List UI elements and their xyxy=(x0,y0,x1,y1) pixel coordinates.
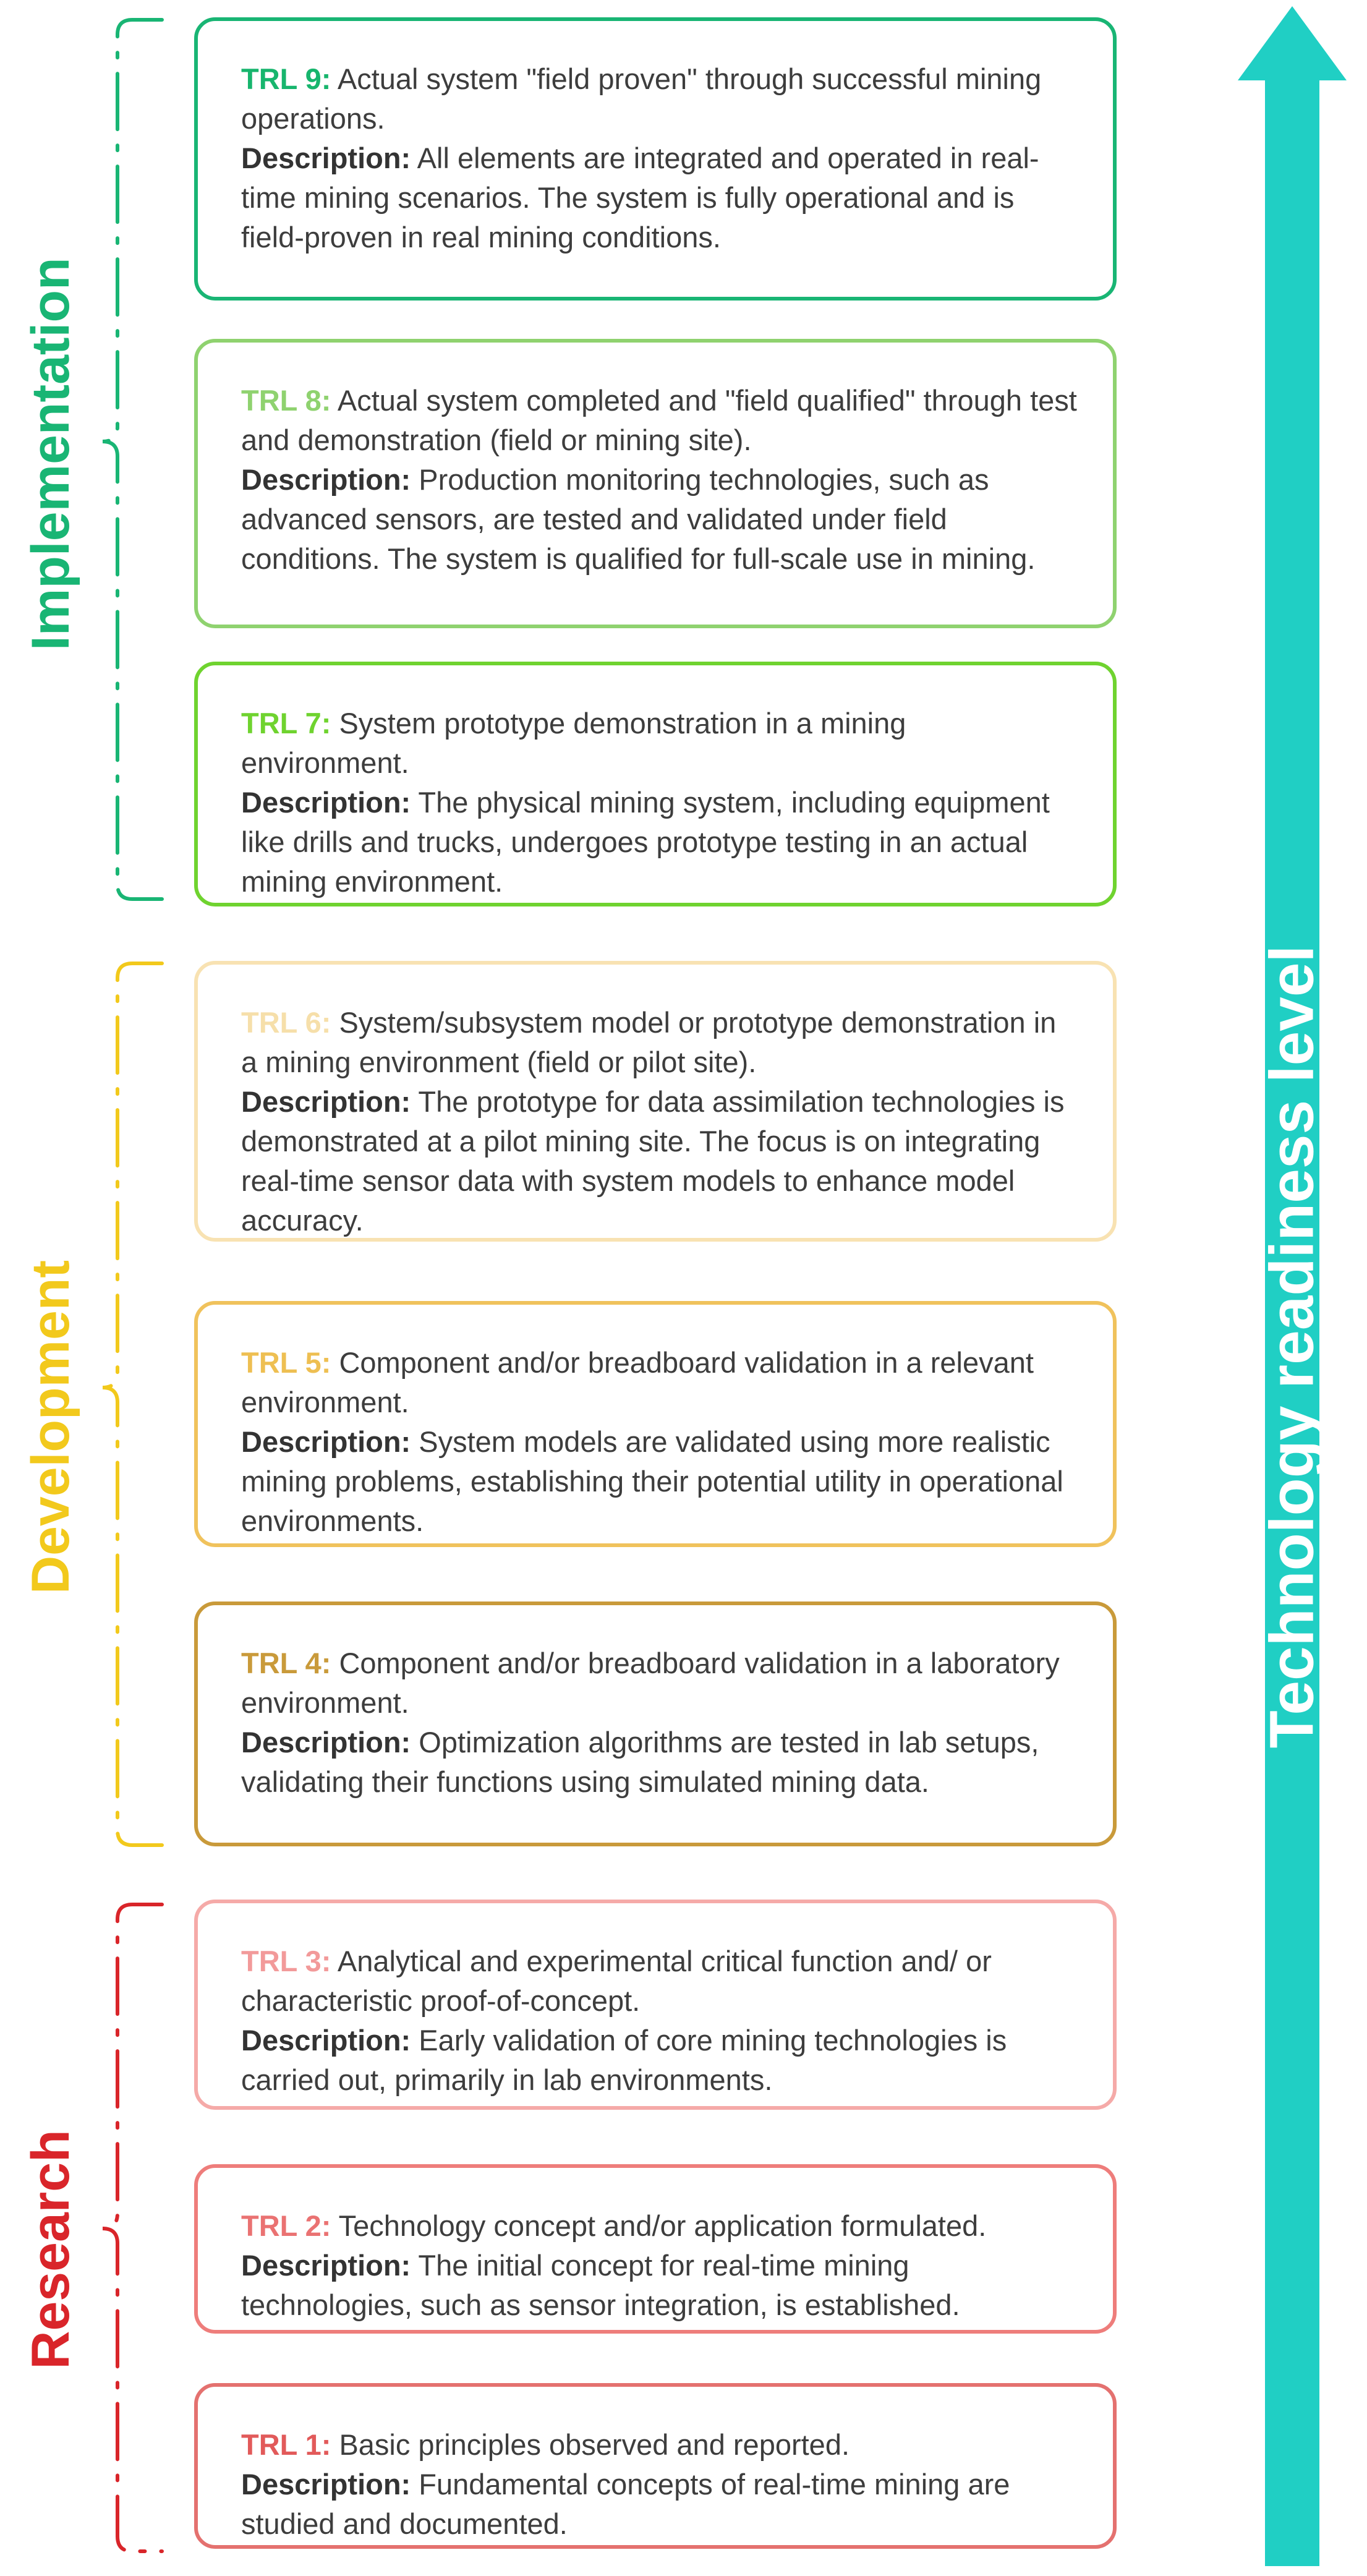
trl6-description-line xyxy=(241,1082,1078,1240)
trl5-heading: Component and/or breadboard validation in a relevant environment. xyxy=(241,1346,1034,1418)
trl4-title: TRL 4: xyxy=(241,1647,331,1679)
trl8-title: TRL 8: xyxy=(241,384,331,417)
phase-label-implementation: Implementation xyxy=(21,257,80,650)
trl3-description-label: Description: xyxy=(241,2024,411,2057)
trl1-box xyxy=(194,2383,1117,2549)
trl5-heading-line xyxy=(241,1343,1078,1422)
trl6-heading-line xyxy=(241,1003,1078,1082)
trl7-description-line xyxy=(241,783,1078,902)
trl8-box xyxy=(194,339,1117,628)
trl8-heading-line xyxy=(241,381,1078,460)
trl4-description: Optimization algorithms are tested in lab setups, validating their functions using simulated mining data. xyxy=(241,1726,1039,1798)
phase-label-research: Research xyxy=(21,2130,80,2369)
trl3-heading: Analytical and experimental critical function and/ or characteristic proof-of-concept. xyxy=(241,1945,992,2017)
trl6-description-label: Description: xyxy=(241,1085,411,1118)
trl9-title: TRL 9: xyxy=(241,62,331,95)
trl9-heading: Actual system "field proven" through successful mining operations. xyxy=(241,62,1042,135)
trl7-title: TRL 7: xyxy=(241,707,331,740)
trl3-description-line xyxy=(241,2021,1078,2100)
trl7-box xyxy=(194,662,1117,906)
trl2-description-label: Description: xyxy=(241,2249,411,2282)
trl8-heading: Actual system completed and "field qualified" through test and demonstration (field or mining site). xyxy=(241,384,1077,456)
trl1-title: TRL 1: xyxy=(241,2428,331,2461)
trl5-box xyxy=(194,1301,1117,1547)
trl9-description-line xyxy=(241,139,1078,257)
trl2-title: TRL 2: xyxy=(241,2209,331,2242)
trl2-box xyxy=(194,2164,1117,2334)
trl3-box xyxy=(194,1900,1117,2110)
trl4-heading-line xyxy=(241,1644,1078,1723)
trl7-heading-line xyxy=(241,704,1078,783)
trl3-heading-line xyxy=(241,1942,1078,2021)
trl6-box xyxy=(194,961,1117,1242)
trl2-description: The initial concept for real-time mining technologies, such as sensor integration, is established. xyxy=(241,2249,960,2321)
trl4-box xyxy=(194,1601,1117,1846)
trl1-description-label: Description: xyxy=(241,2468,411,2501)
trl8-description-line xyxy=(241,460,1078,579)
trl7-heading: System prototype demonstration in a mining environment. xyxy=(241,707,906,779)
technology-readiness-level-label: Technology readiness level xyxy=(1257,945,1327,1749)
trl1-heading-line xyxy=(241,2425,1078,2465)
trl9-box xyxy=(194,17,1117,301)
trl9-description: All elements are integrated and operated in real-time mining scenarios. The system is fully operational and is field-proven in real mining conditions. xyxy=(241,142,1039,254)
trl5-description-label: Description: xyxy=(241,1425,411,1458)
phase-label-development: Development xyxy=(21,1260,80,1595)
trl6-title: TRL 6: xyxy=(241,1006,331,1039)
development-bracket xyxy=(103,963,162,1845)
trl4-description-label: Description: xyxy=(241,1726,411,1759)
trl1-description: Fundamental concepts of real-time mining are studied and documented. xyxy=(241,2468,1010,2540)
trl9-heading-line xyxy=(241,59,1078,139)
trl2-heading-line xyxy=(241,2206,1078,2246)
trl2-description-line xyxy=(241,2246,1078,2325)
trl6-heading: System/subsystem model or prototype demonstration in a mining environment (field or pilot site). xyxy=(241,1006,1057,1078)
trl5-description: System models are validated using more realistic mining problems, establishing their potential utility in operational environments. xyxy=(241,1425,1063,1537)
research-bracket xyxy=(103,1904,162,2551)
trl9-description-label: Description: xyxy=(241,142,411,174)
trl5-description-line xyxy=(241,1422,1078,1541)
trl7-description-label: Description: xyxy=(241,786,411,819)
trl3-description: Early validation of core mining technologies is carried out, primarily in lab environments. xyxy=(241,2024,1007,2096)
trl8-description: Production monitoring technologies, such as advanced sensors, are tested and validated under field conditions. The system is qualified for full-scale use in mining. xyxy=(241,463,1036,575)
trl3-title: TRL 3: xyxy=(241,1945,331,1977)
trl8-description-label: Description: xyxy=(241,463,411,496)
trl2-heading: Technology concept and/or application formulated. xyxy=(338,2209,987,2242)
trl5-title: TRL 5: xyxy=(241,1346,331,1379)
trl6-description: The prototype for data assimilation technologies is demonstrated at a pilot mining site. The focus is on integrating real-time sensor data with system models to enhance model accuracy. xyxy=(241,1085,1065,1237)
trl4-heading: Component and/or breadboard validation in a laboratory environment. xyxy=(241,1647,1060,1719)
trl1-heading: Basic principles observed and reported. xyxy=(339,2428,850,2461)
implementation-bracket xyxy=(103,20,162,899)
trl1-description-line xyxy=(241,2465,1078,2544)
trl4-description-line xyxy=(241,1723,1078,1802)
trl7-description: The physical mining system, including equipment like drills and trucks, undergoes prototype testing in an actual mining environment. xyxy=(241,786,1050,898)
